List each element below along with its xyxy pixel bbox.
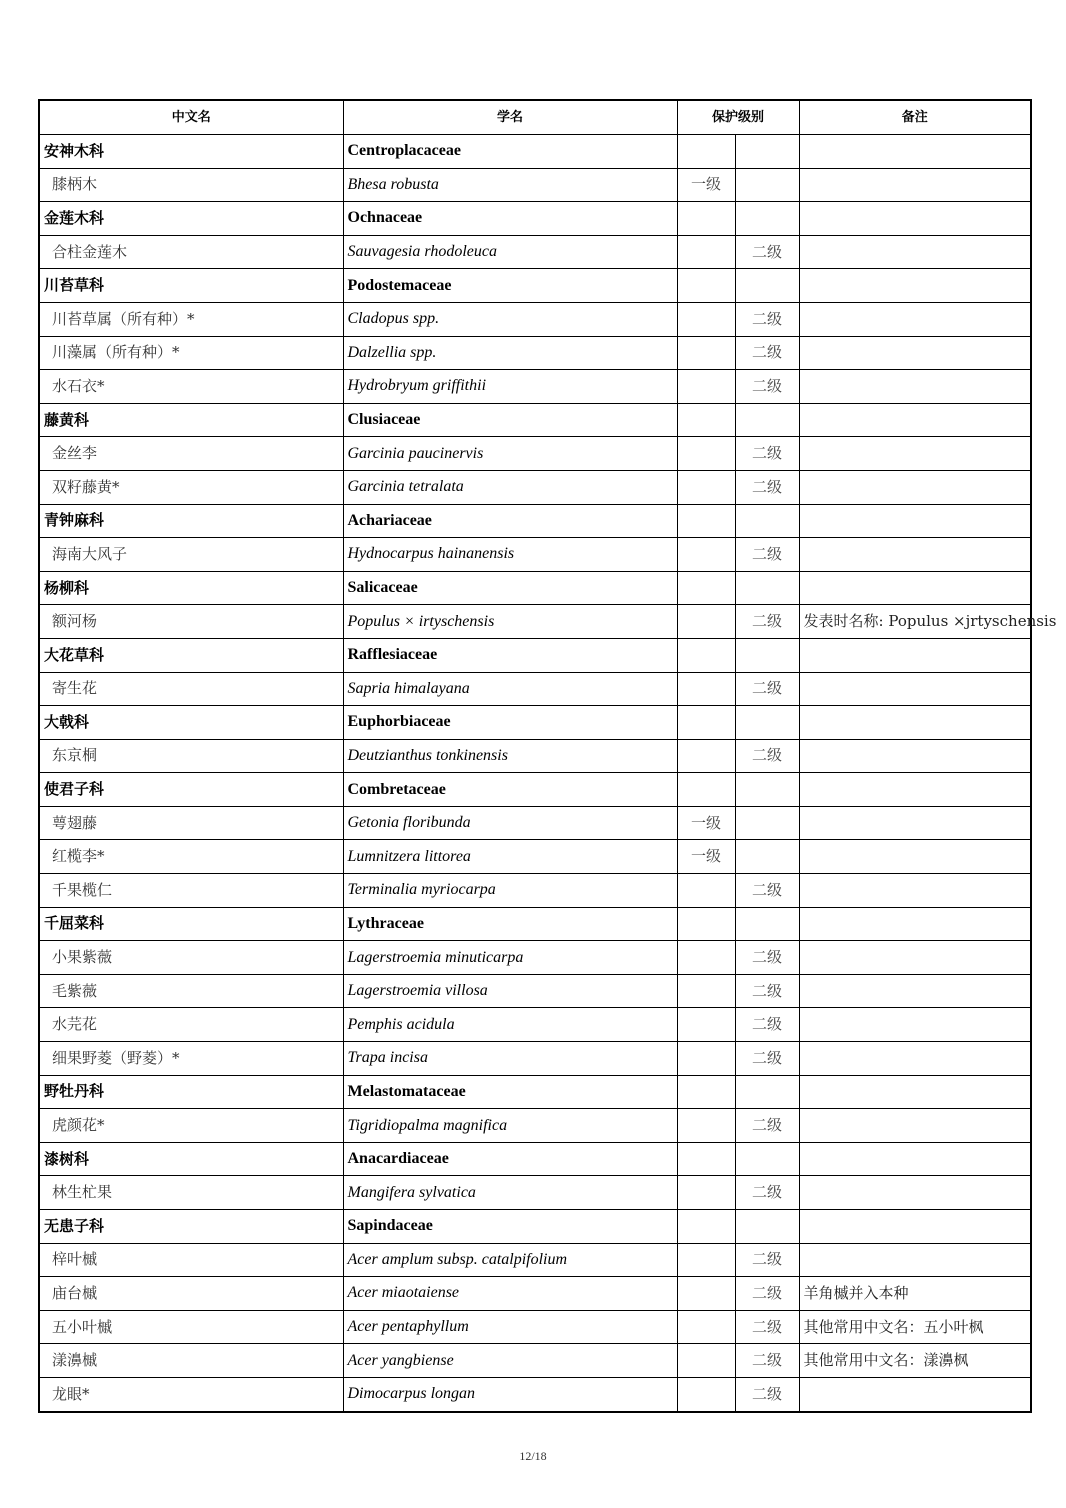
species-row xyxy=(39,605,1031,639)
level-two-cell: 二级 xyxy=(735,739,799,773)
species-row xyxy=(39,370,1031,404)
species-row xyxy=(39,672,1031,706)
level-two-cell xyxy=(735,168,799,202)
level-one-cell xyxy=(677,773,735,807)
scientific-name-cell: Garcinia tetralata xyxy=(343,470,677,504)
chinese-name-cell: 萼翅藤 xyxy=(39,806,343,840)
remarks-cell xyxy=(799,706,1031,740)
level-one-cell xyxy=(677,302,735,336)
scientific-name-cell: Ochnaceae xyxy=(343,202,677,236)
family-row xyxy=(39,571,1031,605)
header-protection-level: 保护级别 xyxy=(677,100,799,135)
level-one-cell xyxy=(677,1277,735,1311)
chinese-name-cell: 无患子科 xyxy=(39,1210,343,1244)
species-row xyxy=(39,874,1031,908)
scientific-name-cell: Anacardiaceae xyxy=(343,1142,677,1176)
level-two-cell: 二级 xyxy=(735,336,799,370)
remarks-cell xyxy=(799,403,1031,437)
scientific-name-cell: Mangifera sylvatica xyxy=(343,1176,677,1210)
level-two-cell: 二级 xyxy=(735,538,799,572)
family-row xyxy=(39,1210,1031,1244)
level-two-cell: 二级 xyxy=(735,235,799,269)
scientific-name-cell: Terminalia myriocarpa xyxy=(343,874,677,908)
species-row xyxy=(39,302,1031,336)
level-one-cell xyxy=(677,672,735,706)
header-remarks: 备注 xyxy=(799,100,1031,135)
chinese-name-cell: 海南大风子 xyxy=(39,538,343,572)
level-one-cell xyxy=(677,336,735,370)
remarks-cell: 其他常用中文名：漾濞枫 xyxy=(799,1344,1031,1378)
level-two-cell xyxy=(735,135,799,169)
remarks-cell xyxy=(799,874,1031,908)
chinese-name-cell: 千果榄仁 xyxy=(39,874,343,908)
remarks-cell xyxy=(799,538,1031,572)
chinese-name-cell: 川苔草属（所有种）* xyxy=(39,302,343,336)
remarks-cell xyxy=(799,437,1031,471)
level-one-cell xyxy=(677,1243,735,1277)
level-two-cell: 二级 xyxy=(735,370,799,404)
remarks-cell xyxy=(799,135,1031,169)
chinese-name-cell: 庙台槭 xyxy=(39,1277,343,1311)
chinese-name-cell: 大戟科 xyxy=(39,706,343,740)
chinese-name-cell: 大花草科 xyxy=(39,638,343,672)
chinese-name-cell: 漾濞槭 xyxy=(39,1344,343,1378)
scientific-name-cell: Tigridiopalma magnifica xyxy=(343,1109,677,1143)
family-row xyxy=(39,773,1031,807)
level-two-cell: 二级 xyxy=(735,1310,799,1344)
level-two-cell xyxy=(735,269,799,303)
family-row xyxy=(39,504,1031,538)
chinese-name-cell: 红榄李* xyxy=(39,840,343,874)
remarks-cell xyxy=(799,370,1031,404)
chinese-name-cell: 安神木科 xyxy=(39,135,343,169)
remarks-cell: 其他常用中文名：五小叶枫 xyxy=(799,1310,1031,1344)
scientific-name-cell: Cladopus spp. xyxy=(343,302,677,336)
level-two-cell: 二级 xyxy=(735,470,799,504)
remarks-cell xyxy=(799,1075,1031,1109)
level-two-cell: 二级 xyxy=(735,302,799,336)
chinese-name-cell: 川苔草科 xyxy=(39,269,343,303)
level-one-cell: 一级 xyxy=(677,840,735,874)
species-row xyxy=(39,470,1031,504)
level-one-cell xyxy=(677,638,735,672)
level-two-cell xyxy=(735,806,799,840)
scientific-name-cell: Acer amplum subsp. catalpifolium xyxy=(343,1243,677,1277)
remarks-cell xyxy=(799,269,1031,303)
remarks-cell: 羊角槭并入本种 xyxy=(799,1277,1031,1311)
chinese-name-cell: 虎颜花* xyxy=(39,1109,343,1143)
remarks-cell xyxy=(799,974,1031,1008)
chinese-name-cell: 千屈菜科 xyxy=(39,907,343,941)
species-row xyxy=(39,336,1031,370)
level-one-cell xyxy=(677,874,735,908)
remarks-cell xyxy=(799,504,1031,538)
scientific-name-cell: Clusiaceae xyxy=(343,403,677,437)
family-row xyxy=(39,202,1031,236)
scientific-name-cell: Hydnocarpus hainanensis xyxy=(343,538,677,572)
level-two-cell xyxy=(735,907,799,941)
remarks-cell xyxy=(799,1210,1031,1244)
level-two-cell: 二级 xyxy=(735,1176,799,1210)
scientific-name-cell: Populus × irtyschensis xyxy=(343,605,677,639)
page-number: 12/18 xyxy=(519,1449,547,1463)
scientific-name-cell: Melastomataceae xyxy=(343,1075,677,1109)
level-two-cell xyxy=(735,403,799,437)
species-row xyxy=(39,1008,1031,1042)
remarks-cell xyxy=(799,1377,1031,1411)
species-row xyxy=(39,1277,1031,1311)
remarks-cell xyxy=(799,739,1031,773)
level-two-cell: 二级 xyxy=(735,1008,799,1042)
scientific-name-cell: Acer yangbiense xyxy=(343,1344,677,1378)
remarks-cell xyxy=(799,773,1031,807)
level-one-cell xyxy=(677,538,735,572)
remarks-cell xyxy=(799,1008,1031,1042)
level-two-cell xyxy=(735,202,799,236)
chinese-name-cell: 额河杨 xyxy=(39,605,343,639)
level-one-cell xyxy=(677,605,735,639)
species-row xyxy=(39,1377,1031,1411)
header-scientific-name: 学名 xyxy=(343,100,677,135)
remarks-cell xyxy=(799,907,1031,941)
level-two-cell xyxy=(735,638,799,672)
species-row xyxy=(39,235,1031,269)
remarks-cell xyxy=(799,1243,1031,1277)
scientific-name-cell: Trapa incisa xyxy=(343,1042,677,1076)
level-two-cell: 二级 xyxy=(735,1109,799,1143)
level-one-cell xyxy=(677,706,735,740)
scientific-name-cell: Acer pentaphyllum xyxy=(343,1310,677,1344)
level-two-cell: 二级 xyxy=(735,605,799,639)
scientific-name-cell: Sapindaceae xyxy=(343,1210,677,1244)
level-one-cell xyxy=(677,269,735,303)
remarks-cell xyxy=(799,235,1031,269)
scientific-name-cell: Combretaceae xyxy=(343,773,677,807)
scientific-name-cell: Deutzianthus tonkinensis xyxy=(343,739,677,773)
scientific-name-cell: Salicaceae xyxy=(343,571,677,605)
level-one-cell: 一级 xyxy=(677,168,735,202)
scientific-name-cell: Dimocarpus longan xyxy=(343,1377,677,1411)
scientific-name-cell: Lagerstroemia villosa xyxy=(343,974,677,1008)
chinese-name-cell: 东京桐 xyxy=(39,739,343,773)
scientific-name-cell: Lumnitzera littorea xyxy=(343,840,677,874)
level-two-cell xyxy=(735,773,799,807)
chinese-name-cell: 毛紫薇 xyxy=(39,974,343,1008)
level-one-cell xyxy=(677,941,735,975)
level-two-cell: 二级 xyxy=(735,1042,799,1076)
chinese-name-cell: 五小叶槭 xyxy=(39,1310,343,1344)
scientific-name-cell: Dalzellia spp. xyxy=(343,336,677,370)
species-row xyxy=(39,1042,1031,1076)
family-row xyxy=(39,706,1031,740)
chinese-name-cell: 梓叶槭 xyxy=(39,1243,343,1277)
remarks-cell xyxy=(799,470,1031,504)
level-two-cell xyxy=(735,571,799,605)
remarks-cell xyxy=(799,336,1031,370)
family-row xyxy=(39,269,1031,303)
scientific-name-cell: Podostemaceae xyxy=(343,269,677,303)
chinese-name-cell: 使君子科 xyxy=(39,773,343,807)
level-two-cell: 二级 xyxy=(735,874,799,908)
header-chinese-name: 中文名 xyxy=(39,100,343,135)
level-one-cell xyxy=(677,202,735,236)
remarks-cell xyxy=(799,806,1031,840)
protected-plants-table xyxy=(38,99,1057,1413)
level-two-cell: 二级 xyxy=(735,1277,799,1311)
chinese-name-cell: 青钟麻科 xyxy=(39,504,343,538)
scientific-name-cell: Pemphis acidula xyxy=(343,1008,677,1042)
level-one-cell xyxy=(677,1042,735,1076)
level-two-cell: 二级 xyxy=(735,941,799,975)
level-one-cell xyxy=(677,403,735,437)
level-one-cell xyxy=(677,235,735,269)
level-one-cell xyxy=(677,1075,735,1109)
scientific-name-cell: Garcinia paucinervis xyxy=(343,437,677,471)
scientific-name-cell: Centroplacaceae xyxy=(343,135,677,169)
level-one-cell xyxy=(677,1142,735,1176)
chinese-name-cell: 寄生花 xyxy=(39,672,343,706)
chinese-name-cell: 藤黄科 xyxy=(39,403,343,437)
remarks-cell xyxy=(799,202,1031,236)
chinese-name-cell: 漆树科 xyxy=(39,1142,343,1176)
remarks-cell xyxy=(799,1142,1031,1176)
chinese-name-cell: 细果野菱（野菱）* xyxy=(39,1042,343,1076)
chinese-name-cell: 小果紫薇 xyxy=(39,941,343,975)
chinese-name-cell: 龙眼* xyxy=(39,1377,343,1411)
family-row xyxy=(39,1142,1031,1176)
remarks-cell xyxy=(799,672,1031,706)
species-row xyxy=(39,974,1031,1008)
chinese-name-cell: 合柱金莲木 xyxy=(39,235,343,269)
remarks-cell xyxy=(799,168,1031,202)
chinese-name-cell: 杨柳科 xyxy=(39,571,343,605)
remarks-cell xyxy=(799,941,1031,975)
level-two-cell xyxy=(735,1142,799,1176)
chinese-name-cell: 膝柄木 xyxy=(39,168,343,202)
level-one-cell xyxy=(677,504,735,538)
scientific-name-cell: Euphorbiaceae xyxy=(343,706,677,740)
level-one-cell xyxy=(677,1176,735,1210)
level-one-cell xyxy=(677,907,735,941)
scientific-name-cell: Lythraceae xyxy=(343,907,677,941)
scientific-name-cell: Getonia floribunda xyxy=(343,806,677,840)
scientific-name-cell: Achariaceae xyxy=(343,504,677,538)
species-row xyxy=(39,1344,1031,1378)
level-one-cell xyxy=(677,1344,735,1378)
level-two-cell: 二级 xyxy=(735,437,799,471)
scientific-name-cell: Hydrobryum griffithii xyxy=(343,370,677,404)
species-row xyxy=(39,1310,1031,1344)
level-two-cell xyxy=(735,840,799,874)
chinese-name-cell: 金丝李 xyxy=(39,437,343,471)
scientific-name-cell: Bhesa robusta xyxy=(343,168,677,202)
scientific-name-cell: Sapria himalayana xyxy=(343,672,677,706)
level-two-cell: 二级 xyxy=(735,1344,799,1378)
scientific-name-cell: Lagerstroemia minuticarpa xyxy=(343,941,677,975)
remarks-cell xyxy=(799,1109,1031,1143)
scientific-name-cell: Acer miaotaiense xyxy=(343,1277,677,1311)
level-two-cell xyxy=(735,706,799,740)
level-one-cell xyxy=(677,1310,735,1344)
level-one-cell xyxy=(677,470,735,504)
level-one-cell xyxy=(677,1109,735,1143)
chinese-name-cell: 双籽藤黄* xyxy=(39,470,343,504)
chinese-name-cell: 金莲木科 xyxy=(39,202,343,236)
family-row xyxy=(39,403,1031,437)
level-two-cell: 二级 xyxy=(735,1377,799,1411)
level-one-cell xyxy=(677,1377,735,1411)
species-row xyxy=(39,941,1031,975)
level-one-cell: 一级 xyxy=(677,806,735,840)
remarks-cell xyxy=(799,302,1031,336)
species-row xyxy=(39,840,1031,874)
remarks-cell xyxy=(799,571,1031,605)
species-row xyxy=(39,739,1031,773)
level-one-cell xyxy=(677,437,735,471)
species-row xyxy=(39,1176,1031,1210)
species-row xyxy=(39,168,1031,202)
chinese-name-cell: 川藻属（所有种）* xyxy=(39,336,343,370)
family-row xyxy=(39,638,1031,672)
remarks-cell xyxy=(799,1042,1031,1076)
scientific-name-cell: Sauvagesia rhodoleuca xyxy=(343,235,677,269)
level-one-cell xyxy=(677,571,735,605)
species-row xyxy=(39,806,1031,840)
level-two-cell xyxy=(735,1075,799,1109)
family-row xyxy=(39,907,1031,941)
species-row xyxy=(39,437,1031,471)
chinese-name-cell: 水石衣* xyxy=(39,370,343,404)
chinese-name-cell: 野牡丹科 xyxy=(39,1075,343,1109)
family-row xyxy=(39,135,1031,169)
species-row xyxy=(39,538,1031,572)
chinese-name-cell: 水芫花 xyxy=(39,1008,343,1042)
species-row xyxy=(39,1109,1031,1143)
family-row xyxy=(39,1075,1031,1109)
level-one-cell xyxy=(677,1210,735,1244)
remarks-cell xyxy=(799,1176,1031,1210)
level-two-cell: 二级 xyxy=(735,1243,799,1277)
level-one-cell xyxy=(677,370,735,404)
remarks-cell xyxy=(799,840,1031,874)
level-one-cell xyxy=(677,974,735,1008)
species-row xyxy=(39,1243,1031,1277)
level-two-cell: 二级 xyxy=(735,974,799,1008)
scientific-name-cell: Rafflesiaceae xyxy=(343,638,677,672)
table-header-row xyxy=(39,100,1031,135)
remarks-cell xyxy=(799,638,1031,672)
chinese-name-cell: 林生杧果 xyxy=(39,1176,343,1210)
level-two-cell xyxy=(735,504,799,538)
level-one-cell xyxy=(677,135,735,169)
level-one-cell xyxy=(677,1008,735,1042)
level-two-cell: 二级 xyxy=(735,672,799,706)
remarks-cell: 发表时名称: Populus ×jrtyschensis xyxy=(799,605,1031,639)
table-body xyxy=(39,135,1057,1412)
level-one-cell xyxy=(677,739,735,773)
level-two-cell xyxy=(735,1210,799,1244)
